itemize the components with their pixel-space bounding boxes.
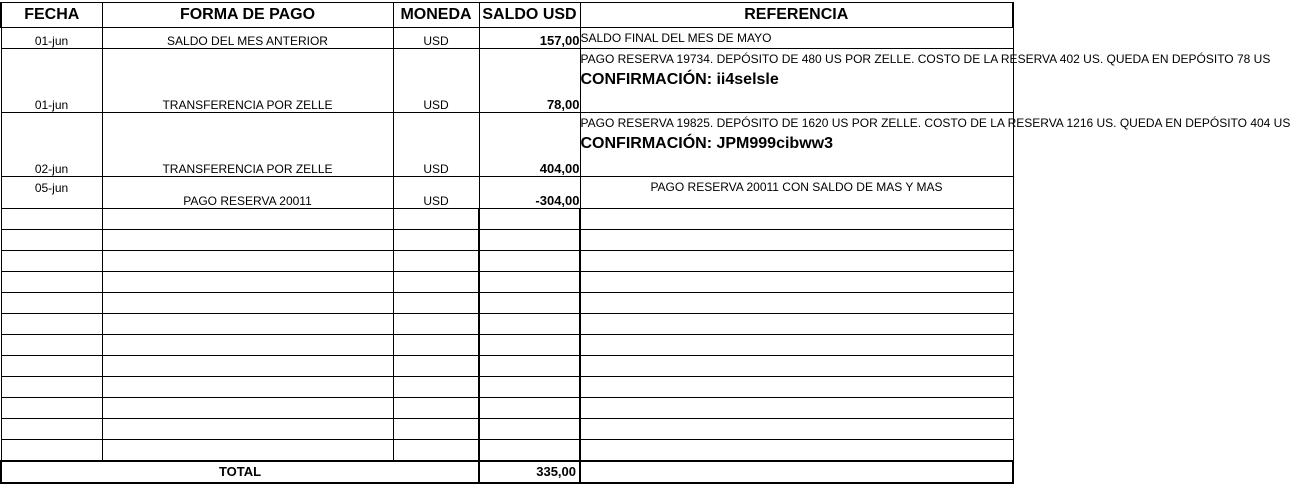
- confirmacion-text: CONFIRMACIÓN: ii4selsle: [580, 71, 779, 88]
- empty-cell[interactable]: [102, 440, 393, 461]
- empty-row: [1, 209, 1013, 230]
- empty-cell[interactable]: [1, 293, 102, 314]
- header-row: [1, 3, 1013, 28]
- empty-row: [1, 230, 1013, 251]
- cell-fecha[interactable]: 05-jun: [1, 177, 102, 209]
- table-row: [1, 113, 1013, 177]
- empty-cell[interactable]: [1, 272, 102, 293]
- empty-cell[interactable]: [102, 419, 393, 440]
- empty-cell[interactable]: [1, 398, 102, 419]
- empty-cell[interactable]: [393, 377, 479, 398]
- empty-cell[interactable]: [1, 314, 102, 335]
- empty-row: [1, 272, 1013, 293]
- payments-sheet: [0, 2, 1290, 484]
- empty-cell[interactable]: [479, 314, 580, 335]
- cell-saldo[interactable]: 78,00: [479, 49, 580, 113]
- empty-row: [1, 377, 1013, 398]
- empty-row: [1, 398, 1013, 419]
- empty-cell[interactable]: [393, 398, 479, 419]
- empty-cell[interactable]: [102, 377, 393, 398]
- empty-cell[interactable]: [1, 419, 102, 440]
- empty-cell[interactable]: [393, 356, 479, 377]
- empty-cell[interactable]: [102, 335, 393, 356]
- referencia-text: PAGO RESERVA 19734. DEPÓSITO DE 480 US POR ZELLE. COSTO DE LA RESERVA 402 US. QUEDA EN DEPÓSITO 78 US: [580, 52, 1271, 66]
- empty-cell[interactable]: [102, 230, 393, 251]
- empty-row: [1, 314, 1013, 335]
- empty-cell[interactable]: [1, 209, 102, 230]
- col-header-moneda[interactable]: MONEDA: [393, 3, 479, 28]
- confirmacion-text: CONFIRMACIÓN: JPM999cibww3: [580, 135, 833, 152]
- empty-row: [1, 419, 1013, 440]
- empty-cell[interactable]: [479, 440, 580, 461]
- empty-cell[interactable]: [393, 314, 479, 335]
- empty-cell[interactable]: [393, 419, 479, 440]
- empty-cell[interactable]: [479, 398, 580, 419]
- referencia-text: SALDO FINAL DEL MES DE MAYO: [580, 31, 772, 45]
- empty-cell[interactable]: [1, 377, 102, 398]
- cell-referencia[interactable]: [580, 113, 1290, 177]
- cell-saldo[interactable]: -304,00: [479, 177, 580, 209]
- empty-cell[interactable]: [479, 209, 580, 230]
- empty-cell[interactable]: [1, 251, 102, 272]
- empty-cell[interactable]: [580, 377, 1013, 398]
- total-label[interactable]: TOTAL: [1, 461, 479, 483]
- col-header-referencia[interactable]: REFERENCIA: [580, 3, 1013, 28]
- total-referencia-cell[interactable]: [580, 461, 1013, 483]
- empty-row: [1, 440, 1013, 461]
- empty-cell[interactable]: [102, 251, 393, 272]
- empty-cell[interactable]: [393, 272, 479, 293]
- empty-cell[interactable]: [580, 335, 1013, 356]
- empty-cell[interactable]: [102, 314, 393, 335]
- cell-fecha[interactable]: 02-jun: [1, 113, 102, 177]
- empty-cell[interactable]: [1, 335, 102, 356]
- empty-cell[interactable]: [393, 335, 479, 356]
- cell-fecha[interactable]: 01-jun: [1, 28, 102, 49]
- empty-cell[interactable]: [393, 293, 479, 314]
- empty-row: [1, 251, 1013, 272]
- empty-cell[interactable]: [580, 230, 1013, 251]
- cell-saldo[interactable]: 404,00: [479, 113, 580, 177]
- table-row: [1, 49, 1013, 113]
- total-value[interactable]: 335,00: [479, 461, 580, 483]
- empty-cell[interactable]: [102, 293, 393, 314]
- empty-cell[interactable]: [393, 230, 479, 251]
- cell-moneda[interactable]: USD: [393, 113, 479, 177]
- empty-cell[interactable]: [580, 272, 1013, 293]
- empty-cell[interactable]: [479, 419, 580, 440]
- total-row: [1, 461, 1013, 483]
- empty-cell[interactable]: [479, 356, 580, 377]
- empty-cell[interactable]: [580, 293, 1013, 314]
- empty-cell[interactable]: [1, 230, 102, 251]
- cell-forma-de-pago[interactable]: SALDO DEL MES ANTERIOR: [102, 28, 393, 49]
- cell-moneda[interactable]: USD: [393, 177, 479, 209]
- cell-forma-de-pago[interactable]: TRANSFERENCIA POR ZELLE: [102, 113, 393, 177]
- cell-referencia[interactable]: [580, 28, 1013, 49]
- col-header-forma-de-pago[interactable]: FORMA DE PAGO: [102, 3, 393, 28]
- empty-cell[interactable]: [580, 209, 1013, 230]
- cell-forma-de-pago[interactable]: PAGO RESERVA 20011: [102, 177, 393, 209]
- empty-cell[interactable]: [580, 251, 1013, 272]
- empty-cell[interactable]: [393, 440, 479, 461]
- empty-cell[interactable]: [479, 293, 580, 314]
- empty-row: [1, 293, 1013, 314]
- table-row: [1, 28, 1013, 49]
- cell-moneda[interactable]: USD: [393, 28, 479, 49]
- empty-cell[interactable]: [1, 440, 102, 461]
- referencia-text: PAGO RESERVA 20011 CON SALDO DE MAS Y MAS: [650, 180, 943, 194]
- table-row: [1, 177, 1013, 209]
- referencia-text: PAGO RESERVA 19825. DEPÓSITO DE 1620 US POR ZELLE. COSTO DE LA RESERVA 1216 US. QUEDA EN DEPÓSITO 404 US: [580, 116, 1290, 130]
- col-header-fecha[interactable]: FECHA: [1, 3, 102, 28]
- empty-cell[interactable]: [580, 356, 1013, 377]
- empty-cell[interactable]: [393, 251, 479, 272]
- empty-cell[interactable]: [580, 314, 1013, 335]
- empty-cell[interactable]: [102, 398, 393, 419]
- cell-referencia[interactable]: [580, 177, 1013, 209]
- empty-cell[interactable]: [102, 272, 393, 293]
- empty-cell[interactable]: [102, 356, 393, 377]
- empty-cell[interactable]: [580, 398, 1013, 419]
- cell-referencia[interactable]: [580, 49, 1271, 113]
- cell-moneda[interactable]: USD: [393, 49, 479, 113]
- empty-cell[interactable]: [393, 209, 479, 230]
- empty-cell[interactable]: [479, 251, 580, 272]
- empty-row: [1, 335, 1013, 356]
- empty-cell[interactable]: [102, 209, 393, 230]
- empty-cell[interactable]: [479, 377, 580, 398]
- empty-cell[interactable]: [1, 356, 102, 377]
- empty-cell[interactable]: [479, 272, 580, 293]
- col-header-saldo-usd[interactable]: SALDO USD: [479, 3, 580, 28]
- empty-cell[interactable]: [580, 419, 1013, 440]
- cell-forma-de-pago[interactable]: TRANSFERENCIA POR ZELLE: [102, 49, 393, 113]
- empty-row: [1, 356, 1013, 377]
- cell-saldo[interactable]: 157,00: [479, 28, 580, 49]
- cell-fecha[interactable]: 01-jun: [1, 49, 102, 113]
- empty-cell[interactable]: [580, 440, 1013, 461]
- empty-cell[interactable]: [479, 335, 580, 356]
- empty-cell[interactable]: [479, 230, 580, 251]
